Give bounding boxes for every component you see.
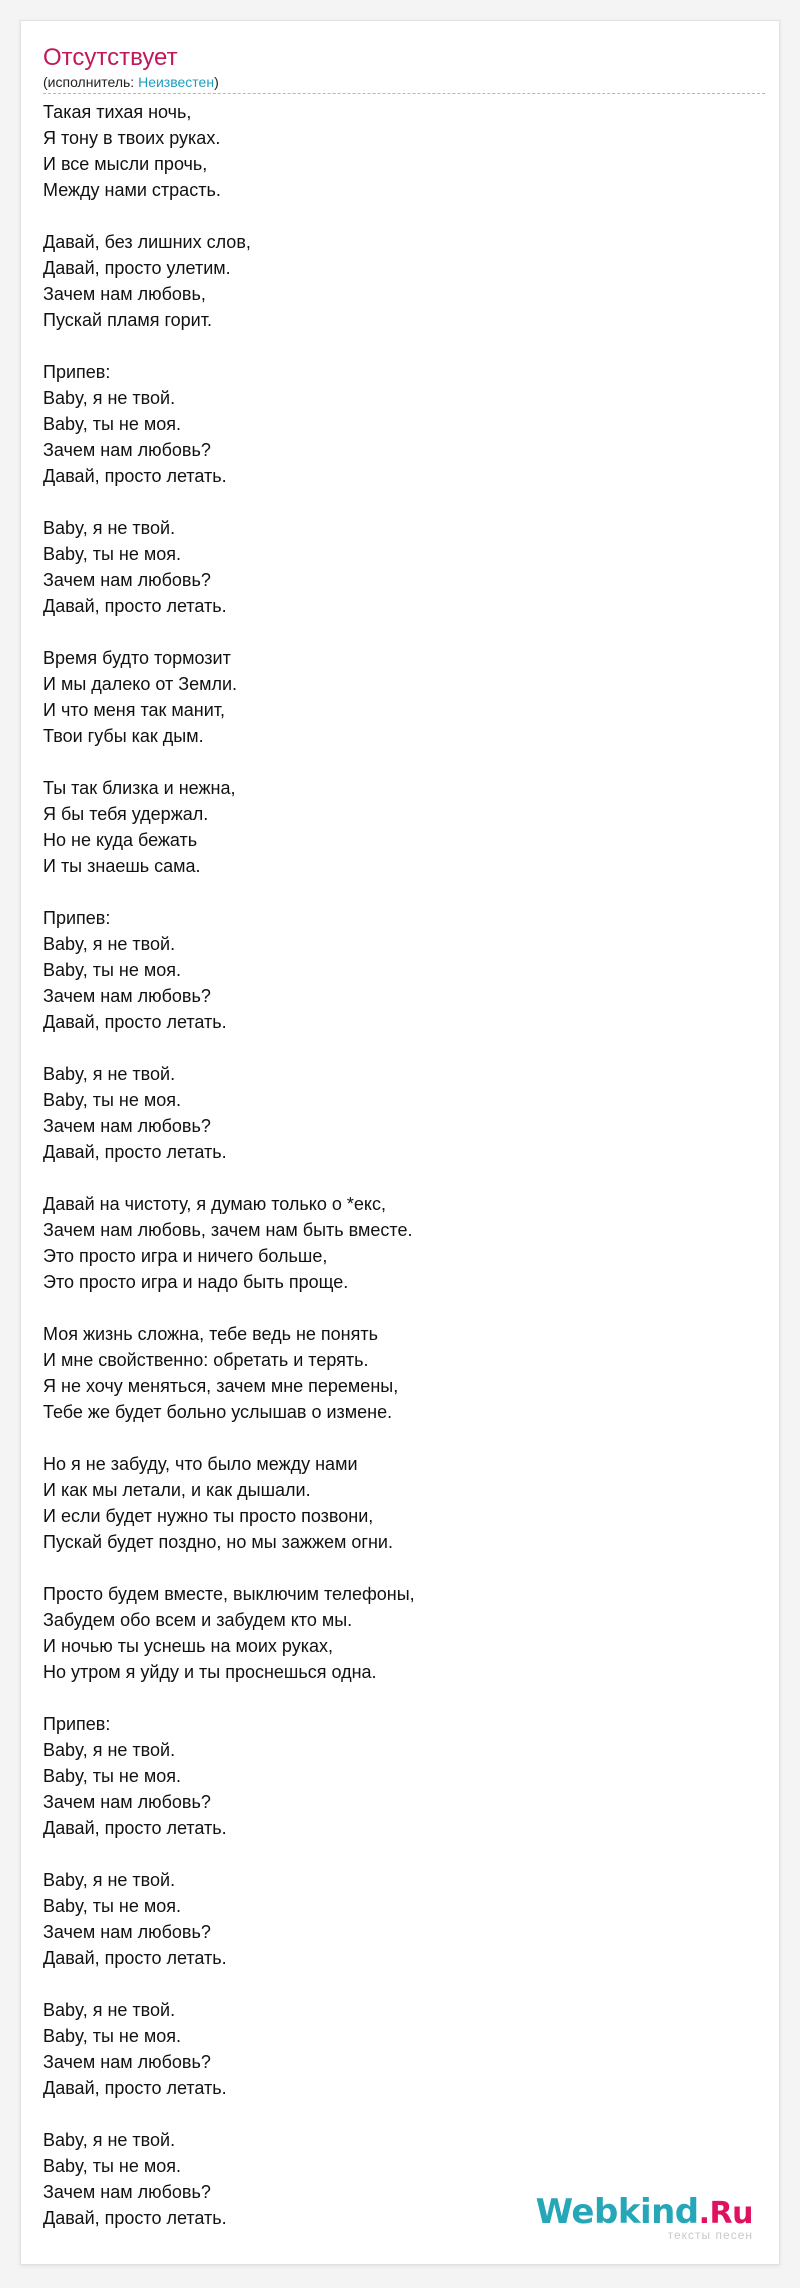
- lyric-line: Baby, ты не моя.: [43, 1896, 181, 1916]
- lyric-line: Зачем нам любовь?: [43, 2052, 211, 2072]
- lyric-line: Просто будем вместе, выключим телефоны,: [43, 1584, 415, 1604]
- lyric-line: И как мы летали, и как дышали.: [43, 1480, 311, 1500]
- lyrics-stanza: [43, 1997, 743, 2101]
- lyric-line: Зачем нам любовь?: [43, 1116, 211, 1136]
- lyric-line: Давай, просто летать.: [43, 1948, 227, 1968]
- lyric-line: Зачем нам любовь?: [43, 570, 211, 590]
- lyric-line: Зачем нам любовь, зачем нам быть вместе.: [43, 1220, 413, 1240]
- lyric-line: Давай, просто летать.: [43, 1142, 227, 1162]
- lyrics-card: [20, 20, 780, 2265]
- lyric-line: Давай, просто улетим.: [43, 258, 231, 278]
- lyrics-stanza: [43, 1191, 743, 1295]
- lyrics-stanza: [43, 229, 743, 333]
- lyric-line: Но утром я уйду и ты проснешься одна.: [43, 1662, 377, 1682]
- lyric-line: Baby, ты не моя.: [43, 544, 181, 564]
- lyric-line: Я не хочу меняться, зачем мне перемены,: [43, 1376, 399, 1396]
- lyrics-stanza: [43, 1061, 743, 1165]
- lyric-line: Припев:: [43, 362, 111, 382]
- lyric-line: Baby, я не твой.: [43, 518, 176, 538]
- lyric-line: Я тону в твоих руках.: [43, 128, 221, 148]
- lyric-line: Тебе же будет больно услышав о измене.: [43, 1402, 393, 1422]
- lyrics-stanza: [43, 1581, 743, 1685]
- lyric-line: Давай на чистоту, я думаю только о *екс,: [43, 1194, 386, 1214]
- lyrics-stanza: [43, 775, 743, 879]
- lyric-line: Пускай пламя горит.: [43, 310, 212, 330]
- lyric-line: Моя жизнь сложна, тебе ведь не понять: [43, 1324, 378, 1344]
- lyric-line: И мы далеко от Земли.: [43, 674, 238, 694]
- lyric-line: И ты знаешь сама.: [43, 856, 201, 876]
- lyric-line: Зачем нам любовь?: [43, 2182, 211, 2202]
- lyric-line: Baby, ты не моя.: [43, 1766, 181, 1786]
- lyric-line: Baby, я не твой.: [43, 1870, 176, 1890]
- artist-prefix: (исполнитель:: [43, 74, 139, 90]
- lyric-line: Давай, просто летать.: [43, 2078, 227, 2098]
- logo-tagline: тексты песен: [667, 2228, 753, 2242]
- lyrics-body: [43, 99, 743, 2257]
- lyric-line: Baby, ты не моя.: [43, 960, 181, 980]
- lyrics-stanza: [43, 1711, 743, 1841]
- lyric-line: Зачем нам любовь,: [43, 284, 206, 304]
- lyric-line: Давай, без лишних слов,: [43, 232, 251, 252]
- lyric-line: Baby, я не твой.: [43, 934, 176, 954]
- lyric-line: Пускай будет поздно, но мы зажжем огни.: [43, 1532, 393, 1552]
- lyrics-stanza: [43, 515, 743, 619]
- lyric-line: Это просто игра и надо быть проще.: [43, 1272, 349, 1292]
- lyric-line: Baby, ты не моя.: [43, 1090, 181, 1110]
- lyric-line: Baby, я не твой.: [43, 2130, 176, 2150]
- lyric-line: Baby, я не твой.: [43, 2000, 176, 2020]
- logo-wordmark: [536, 2194, 753, 2232]
- song-title: Отсутствует: [43, 44, 178, 71]
- lyric-line: Baby, ты не моя.: [43, 414, 181, 434]
- lyric-line: Baby, я не твой.: [43, 1740, 176, 1760]
- lyric-line: Ты так близка и нежна,: [43, 778, 236, 798]
- lyric-line: Зачем нам любовь?: [43, 986, 211, 1006]
- logo-suffix: .Ru: [698, 2196, 753, 2231]
- lyrics-stanza: [43, 905, 743, 1035]
- lyric-line: Но я не забуду, что было между нами: [43, 1454, 358, 1474]
- lyrics-stanza: [43, 359, 743, 489]
- dashed-divider: [43, 93, 765, 94]
- lyric-line: И что меня так манит,: [43, 700, 226, 720]
- lyric-line: Припев:: [43, 908, 111, 928]
- lyric-line: Такая тихая ночь,: [43, 102, 192, 122]
- lyric-line: Baby, ты не моя.: [43, 2156, 181, 2176]
- lyric-line: И ночью ты уснешь на моих руках,: [43, 1636, 333, 1656]
- lyric-line: Давай, просто летать.: [43, 1012, 227, 1032]
- lyrics-stanza: [43, 1451, 743, 1555]
- logo-name: Webkind: [535, 2192, 699, 2232]
- lyric-line: Давай, просто летать.: [43, 596, 227, 616]
- lyric-line: И если будет нужно ты просто позвони,: [43, 1506, 374, 1526]
- lyrics-stanza: [43, 99, 743, 203]
- lyric-line: И мне свойственно: обретать и терять.: [43, 1350, 369, 1370]
- lyric-line: И все мысли прочь,: [43, 154, 208, 174]
- lyric-line: Baby, я не твой.: [43, 1064, 176, 1084]
- site-logo[interactable]: [536, 2194, 753, 2242]
- artist-line: [43, 73, 219, 91]
- lyric-line: Давай, просто летать.: [43, 1818, 227, 1838]
- lyric-line: Забудем обо всем и забудем кто мы.: [43, 1610, 353, 1630]
- lyric-line: Baby, я не твой.: [43, 388, 176, 408]
- lyric-line: Давай, просто летать.: [43, 2208, 227, 2228]
- lyric-line: Baby, ты не моя.: [43, 2026, 181, 2046]
- lyric-line: Зачем нам любовь?: [43, 1922, 211, 1942]
- lyrics-stanza: [43, 645, 743, 749]
- lyric-line: Зачем нам любовь?: [43, 440, 211, 460]
- lyric-line: Время будто тормозит: [43, 648, 231, 668]
- lyric-line: Зачем нам любовь?: [43, 1792, 211, 1812]
- lyrics-stanza: [43, 1867, 743, 1971]
- lyric-line: Я бы тебя удержал.: [43, 804, 209, 824]
- lyrics-stanza: [43, 1321, 743, 1425]
- lyric-line: Давай, просто летать.: [43, 466, 227, 486]
- lyric-line: Припев:: [43, 1714, 111, 1734]
- lyric-line: Это просто игра и ничего больше,: [43, 1246, 328, 1266]
- lyric-line: Твои губы как дым.: [43, 726, 204, 746]
- lyric-line: Но не куда бежать: [43, 830, 198, 850]
- artist-suffix: ): [214, 74, 219, 90]
- lyric-line: Между нами страсть.: [43, 180, 221, 200]
- artist-link[interactable]: Неизвестен: [138, 74, 215, 90]
